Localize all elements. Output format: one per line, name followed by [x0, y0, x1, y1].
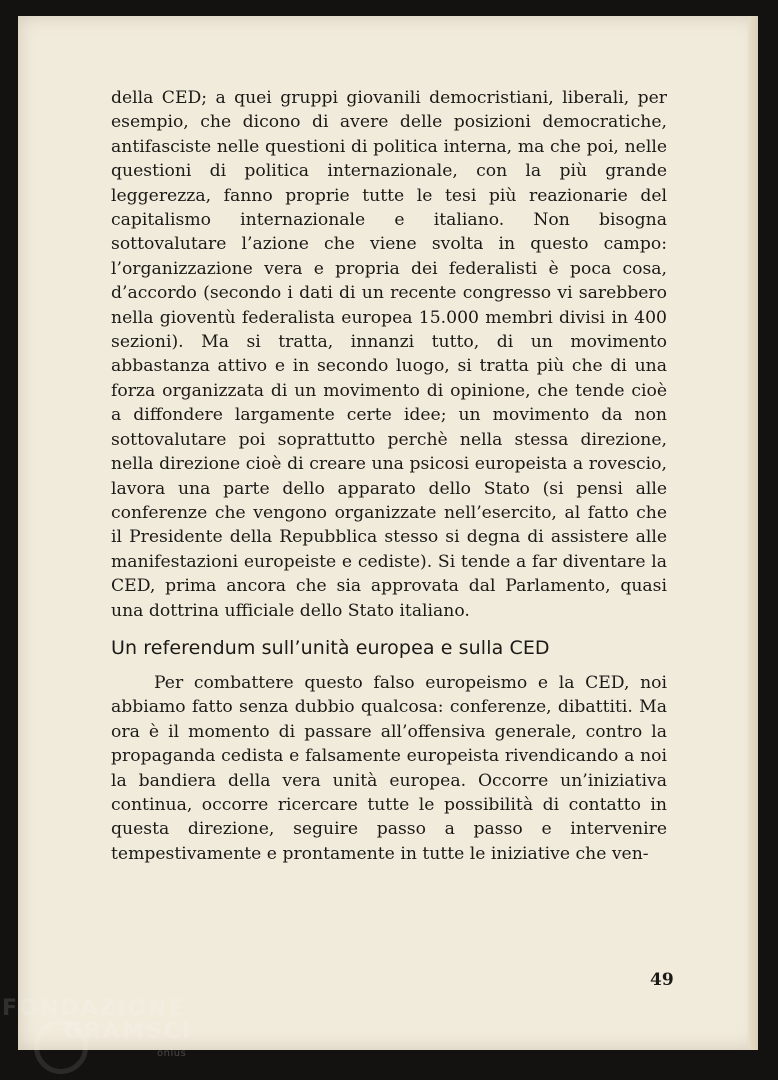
body-text	[111, 86, 667, 866]
section-title: Un referendum sull’unità europea e sulla CED	[111, 636, 550, 659]
paragraph-2: Per combattere questo falso europeismo e la CED, noi abbiamo fatto senza dubbio qualcosa: conferenze, dibattiti. Ma ora è il momento di passare all’offensiva generale, contro la propaganda cedista e falsamente europeista rivendicando a noi la bandiera della vera unità europea. Occorre un’iniziativa continua, occorre ricercare tutte le possibilità di contatto in questa direzione, seguire passo a passo e intervenire tempestivamente e prontamente in tutte le iniziative che ven-	[111, 672, 667, 864]
page-edge	[748, 16, 758, 1050]
page-number: 49	[650, 970, 674, 990]
watermark-line-2: GRAMSCI	[64, 1019, 193, 1044]
watermark-suffix: onlus	[157, 1048, 187, 1059]
watermark	[2, 996, 193, 1059]
book-page	[18, 16, 758, 1050]
paragraph-1: della CED; a quei gruppi giovanili democristiani, liberali, per esempio, che dicono di avere delle posizioni democratiche, antifasciste nelle questioni di politica interna, ma che poi, nelle questioni di politica internazionale, con la più grande leggerezza, fanno proprie tutte le tesi più reazionarie del capitalismo internazionale e italiano. Non bisogna sottovalutare l’azione che viene svolta in questo campo: l’organizzazione vera e propria dei federalisti è poca cosa, d’accordo (secondo i dati di un recente congresso vi sarebbero nella gioventù federalista europea 15.000 membri divisi in 400 sezioni). Ma si tratta, innanzi tutto, di un movimento abbastanza attivo e in secondo luogo, si tratta più che di una forza organizzata di un movimento di opinione, che tende cioè a diffondere largamente certe idee; un movimento da non sottovalutare poi soprattutto perchè nella stessa direzione, nella direzione cioè di creare una psicosi europeista a rovescio, lavora una parte dello apparato dello Stato (si pensi alle conferenze che vengono organizzate nell’esercito, al fatto che il Presidente della Repubblica stesso si degna di assistere alle manifestazioni europeiste e cediste). Si tende a far diventare la CED, prima ancora che sia approvata dal Parlamento, quasi una dottrina ufficiale dello Stato italiano.	[111, 88, 667, 621]
watermark-line-1: FONDAZIONE	[2, 996, 186, 1021]
